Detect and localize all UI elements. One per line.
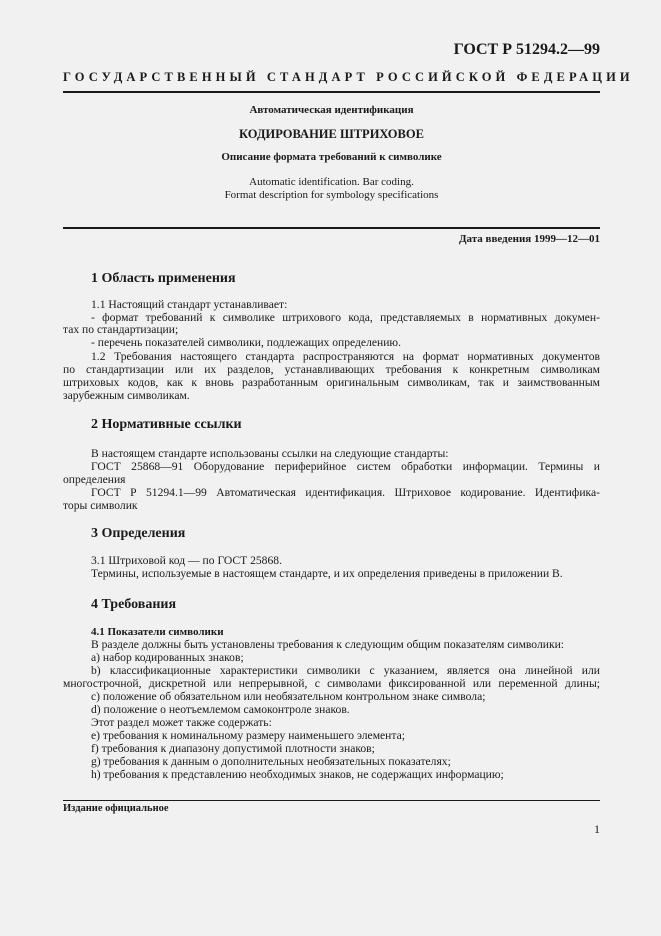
english-title-line-2: Format description for symbology specifications xyxy=(224,189,439,201)
top-divider xyxy=(63,91,600,93)
group-title: Автоматическая идентификация xyxy=(249,104,414,116)
list-item: g) требования к данным о дополнительных необязательных показателях; xyxy=(91,755,451,768)
paragraph-line: зарубежным символикам. xyxy=(63,389,190,402)
list-item: h) требования к представлению необходимых знаков, не содержащих информацию; xyxy=(91,768,504,781)
section-4-heading: 4 Требования xyxy=(91,597,177,612)
subsection-4-1-heading: 4.1 Показатели символики xyxy=(91,626,224,638)
paragraph-line: 1.2 Требования настоящего стандарта распространяются на формат нормативных документов xyxy=(91,350,600,363)
paragraph-line: Этот раздел может также содержать: xyxy=(91,716,272,729)
paragraph-line: определения xyxy=(63,473,126,486)
footer-divider xyxy=(63,800,600,801)
paragraph-line: Термины, используемые в настоящем стандарте, и их определения приведены в приложении В. xyxy=(91,567,563,580)
list-item: е) требования к номинальному размеру наименьшего элемента; xyxy=(91,729,405,742)
paragraph-line: - перечень показателей символики, подлежащих определению. xyxy=(91,336,401,349)
introduction-date: Дата введения 1999—12—01 xyxy=(458,233,600,245)
paragraph-line: ГОСТ 25868—91 Оборудование периферийное систем обработки информации. Термины и xyxy=(91,460,600,473)
paragraph-line: ГОСТ Р 51294.1—99 Автоматическая идентификация. Штриховое кодирование. Идентифика- xyxy=(91,486,600,499)
paragraph-line: - формат требований к символике штрихового кода, представляемых в нормативных докумен- xyxy=(91,311,600,324)
list-item: с) положение об обязательном или необязательном контрольном знаке символа; xyxy=(91,690,486,703)
paragraph-line: штриховых кодов, как к вновь разработанным оригинальным символикам, так и заимствованным xyxy=(63,376,600,389)
list-item: f) требования к диапазону допустимой плотности знаков; xyxy=(91,742,375,755)
paragraph-line: торы символик xyxy=(63,499,138,512)
main-title: КОДИРОВАНИЕ ШТРИХОВОЕ xyxy=(239,127,424,141)
section-2-heading: 2 Нормативные ссылки xyxy=(91,417,242,432)
section-1-heading: 1 Область применения xyxy=(91,271,236,286)
list-item: b) классификационные характеристики символики с указанием, является она линейной или xyxy=(91,664,600,677)
paragraph-line: 1.1 Настоящий стандарт устанавливает: xyxy=(91,298,288,311)
federation-title: ГОСУДАРСТВЕННЫЙ СТАНДАРТ РОССИЙСКОЙ ФЕДЕРАЦИИ xyxy=(63,70,634,84)
paragraph-line: по стандартизации или их разделов, устанавливающих требования к конкретным символикам xyxy=(63,363,600,376)
paragraph-line: В настоящем стандарте использованы ссылки на следующие стандарты: xyxy=(91,447,449,460)
subtitle: Описание формата требований к символике xyxy=(221,151,442,163)
list-item: d) положение о неотъемлемом самоконтроле знаков. xyxy=(91,703,350,716)
list-item: а) набор кодированных знаков; xyxy=(91,651,244,664)
section-3-heading: 3 Определения xyxy=(91,526,186,541)
paragraph-line: 3.1 Штриховой код — по ГОСТ 25868. xyxy=(91,554,282,567)
page-number: 1 xyxy=(594,822,600,836)
paragraph-line: многострочной, дискретной или непрерывной, с символами фиксированной или переменной длины; xyxy=(63,677,600,690)
paragraph-line: В разделе должны быть установлены требования к следующим общим показателям символики: xyxy=(91,638,564,651)
edition-note: Издание официальное xyxy=(63,803,169,814)
english-title-line-1: Automatic identification. Bar coding. xyxy=(249,176,414,188)
title-divider xyxy=(63,227,600,229)
paragraph-line: тах по стандартизации; xyxy=(63,323,179,336)
document-code: ГОСТ Р 51294.2—99 xyxy=(453,41,600,58)
